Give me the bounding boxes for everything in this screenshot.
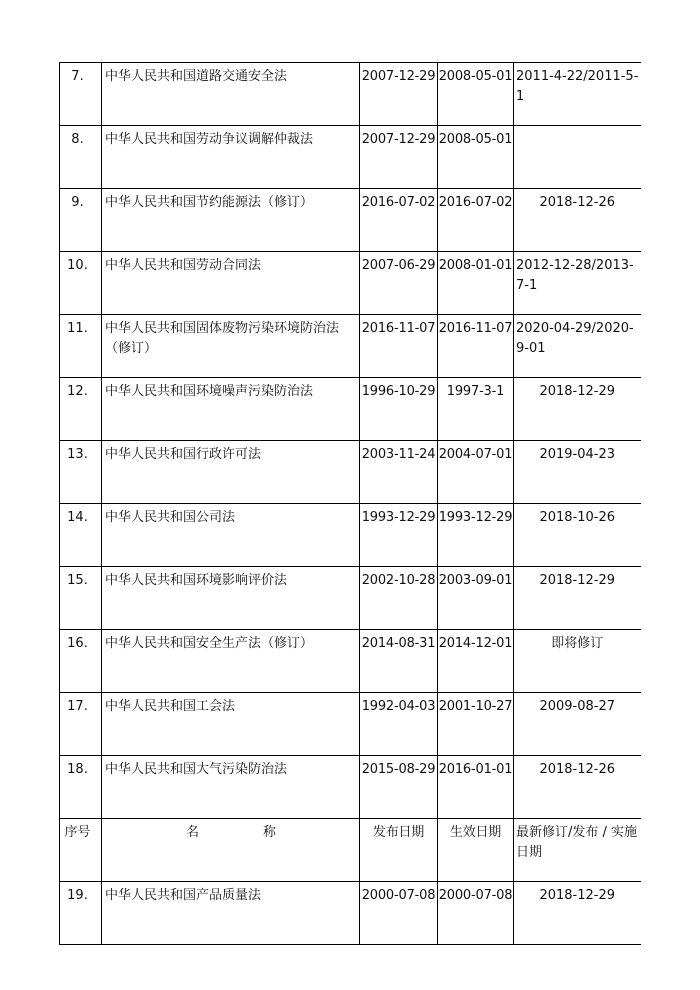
- published-date: 2016-07-02: [360, 189, 438, 252]
- law-name: 中华人民共和国环境影响评价法: [102, 567, 360, 630]
- header-revision: 最新修订/发布 / 实施日期: [514, 819, 641, 882]
- published-date: 2002-10-28: [360, 567, 438, 630]
- table-row: [60, 252, 641, 315]
- effective-date: 1993-12-29: [438, 504, 514, 567]
- header-number: 序号: [60, 819, 102, 882]
- table-row: [60, 378, 641, 441]
- published-date: 1993-12-29: [360, 504, 438, 567]
- effective-date: 2016-11-07: [438, 315, 514, 378]
- table-row: [60, 126, 641, 189]
- published-date: 2000-07-08: [360, 882, 438, 945]
- row-number: 9.: [60, 189, 102, 252]
- published-date: 1996-10-29: [360, 378, 438, 441]
- table-row: [60, 693, 641, 756]
- law-name: 中华人民共和国公司法: [102, 504, 360, 567]
- law-table: [59, 62, 641, 945]
- row-number: 17.: [60, 693, 102, 756]
- published-date: 2007-12-29: [360, 63, 438, 126]
- law-name: 中华人民共和国劳动合同法: [102, 252, 360, 315]
- row-number: 15.: [60, 567, 102, 630]
- published-date: 2014-08-31: [360, 630, 438, 693]
- row-number: 19.: [60, 882, 102, 945]
- law-name: 中华人民共和国环境噪声污染防治法: [102, 378, 360, 441]
- effective-date: 2003-09-01: [438, 567, 514, 630]
- header-name-second-char: 称: [263, 825, 277, 840]
- revision-date: 2009-08-27: [514, 693, 641, 756]
- row-number: 8.: [60, 126, 102, 189]
- table-row: [60, 756, 641, 819]
- row-number: 10.: [60, 252, 102, 315]
- published-date: 2015-08-29: [360, 756, 438, 819]
- law-name: 中华人民共和国节约能源法（修订）: [102, 189, 360, 252]
- law-name: 中华人民共和国道路交通安全法: [102, 63, 360, 126]
- effective-date: 2014-12-01: [438, 630, 514, 693]
- row-number: 11.: [60, 315, 102, 378]
- law-name: 中华人民共和国工会法: [102, 693, 360, 756]
- revision-date: 2011-4-22/2011-5-1: [514, 63, 641, 126]
- published-date: 2007-06-29: [360, 252, 438, 315]
- effective-date: 2000-07-08: [438, 882, 514, 945]
- law-list-sheet: [59, 62, 640, 945]
- table-header-row: [60, 819, 641, 882]
- effective-date: 2008-01-01: [438, 252, 514, 315]
- published-date: 2016-11-07: [360, 315, 438, 378]
- revision-date: [514, 126, 641, 189]
- table-row: [60, 189, 641, 252]
- revision-date: 即将修订: [514, 630, 641, 693]
- law-name: 中华人民共和国行政许可法: [102, 441, 360, 504]
- table-row: [60, 504, 641, 567]
- law-name: 中华人民共和国固体废物污染环境防治法（修订）: [102, 315, 360, 378]
- published-date: 1992-04-03: [360, 693, 438, 756]
- table-row: [60, 63, 641, 126]
- table-row: [60, 315, 641, 378]
- row-number: 18.: [60, 756, 102, 819]
- effective-date: 2016-07-02: [438, 189, 514, 252]
- header-name-first-char: 名: [185, 825, 199, 840]
- revision-date: 2019-04-23: [514, 441, 641, 504]
- table-row: [60, 567, 641, 630]
- header-effective: 生效日期: [438, 819, 514, 882]
- row-number: 13.: [60, 441, 102, 504]
- law-name: 中华人民共和国大气污染防治法: [102, 756, 360, 819]
- row-number: 14.: [60, 504, 102, 567]
- law-name: 中华人民共和国产品质量法: [102, 882, 360, 945]
- row-number: 12.: [60, 378, 102, 441]
- law-name: 中华人民共和国劳动争议调解仲裁法: [102, 126, 360, 189]
- effective-date: 2016-01-01: [438, 756, 514, 819]
- revision-date: 2018-12-29: [514, 882, 641, 945]
- effective-date: 2004-07-01: [438, 441, 514, 504]
- table-row: [60, 441, 641, 504]
- published-date: 2003-11-24: [360, 441, 438, 504]
- table-row: [60, 882, 641, 945]
- published-date: 2007-12-29: [360, 126, 438, 189]
- revision-date: 2018-12-26: [514, 756, 641, 819]
- effective-date: 2008-05-01: [438, 63, 514, 126]
- revision-date: 2020-04-29/2020-9-01: [514, 315, 641, 378]
- revision-date: 2018-12-26: [514, 189, 641, 252]
- header-published: 发布日期: [360, 819, 438, 882]
- header-name: [102, 819, 360, 882]
- effective-date: 2008-05-01: [438, 126, 514, 189]
- revision-date: 2018-12-29: [514, 378, 641, 441]
- effective-date: 2001-10-27: [438, 693, 514, 756]
- row-number: 7.: [60, 63, 102, 126]
- table-row: [60, 630, 641, 693]
- revision-date: 2012-12-28/2013-7-1: [514, 252, 641, 315]
- effective-date: 1997-3-1: [438, 378, 514, 441]
- row-number: 16.: [60, 630, 102, 693]
- law-name: 中华人民共和国安全生产法（修订）: [102, 630, 360, 693]
- revision-date: 2018-10-26: [514, 504, 641, 567]
- revision-date: 2018-12-29: [514, 567, 641, 630]
